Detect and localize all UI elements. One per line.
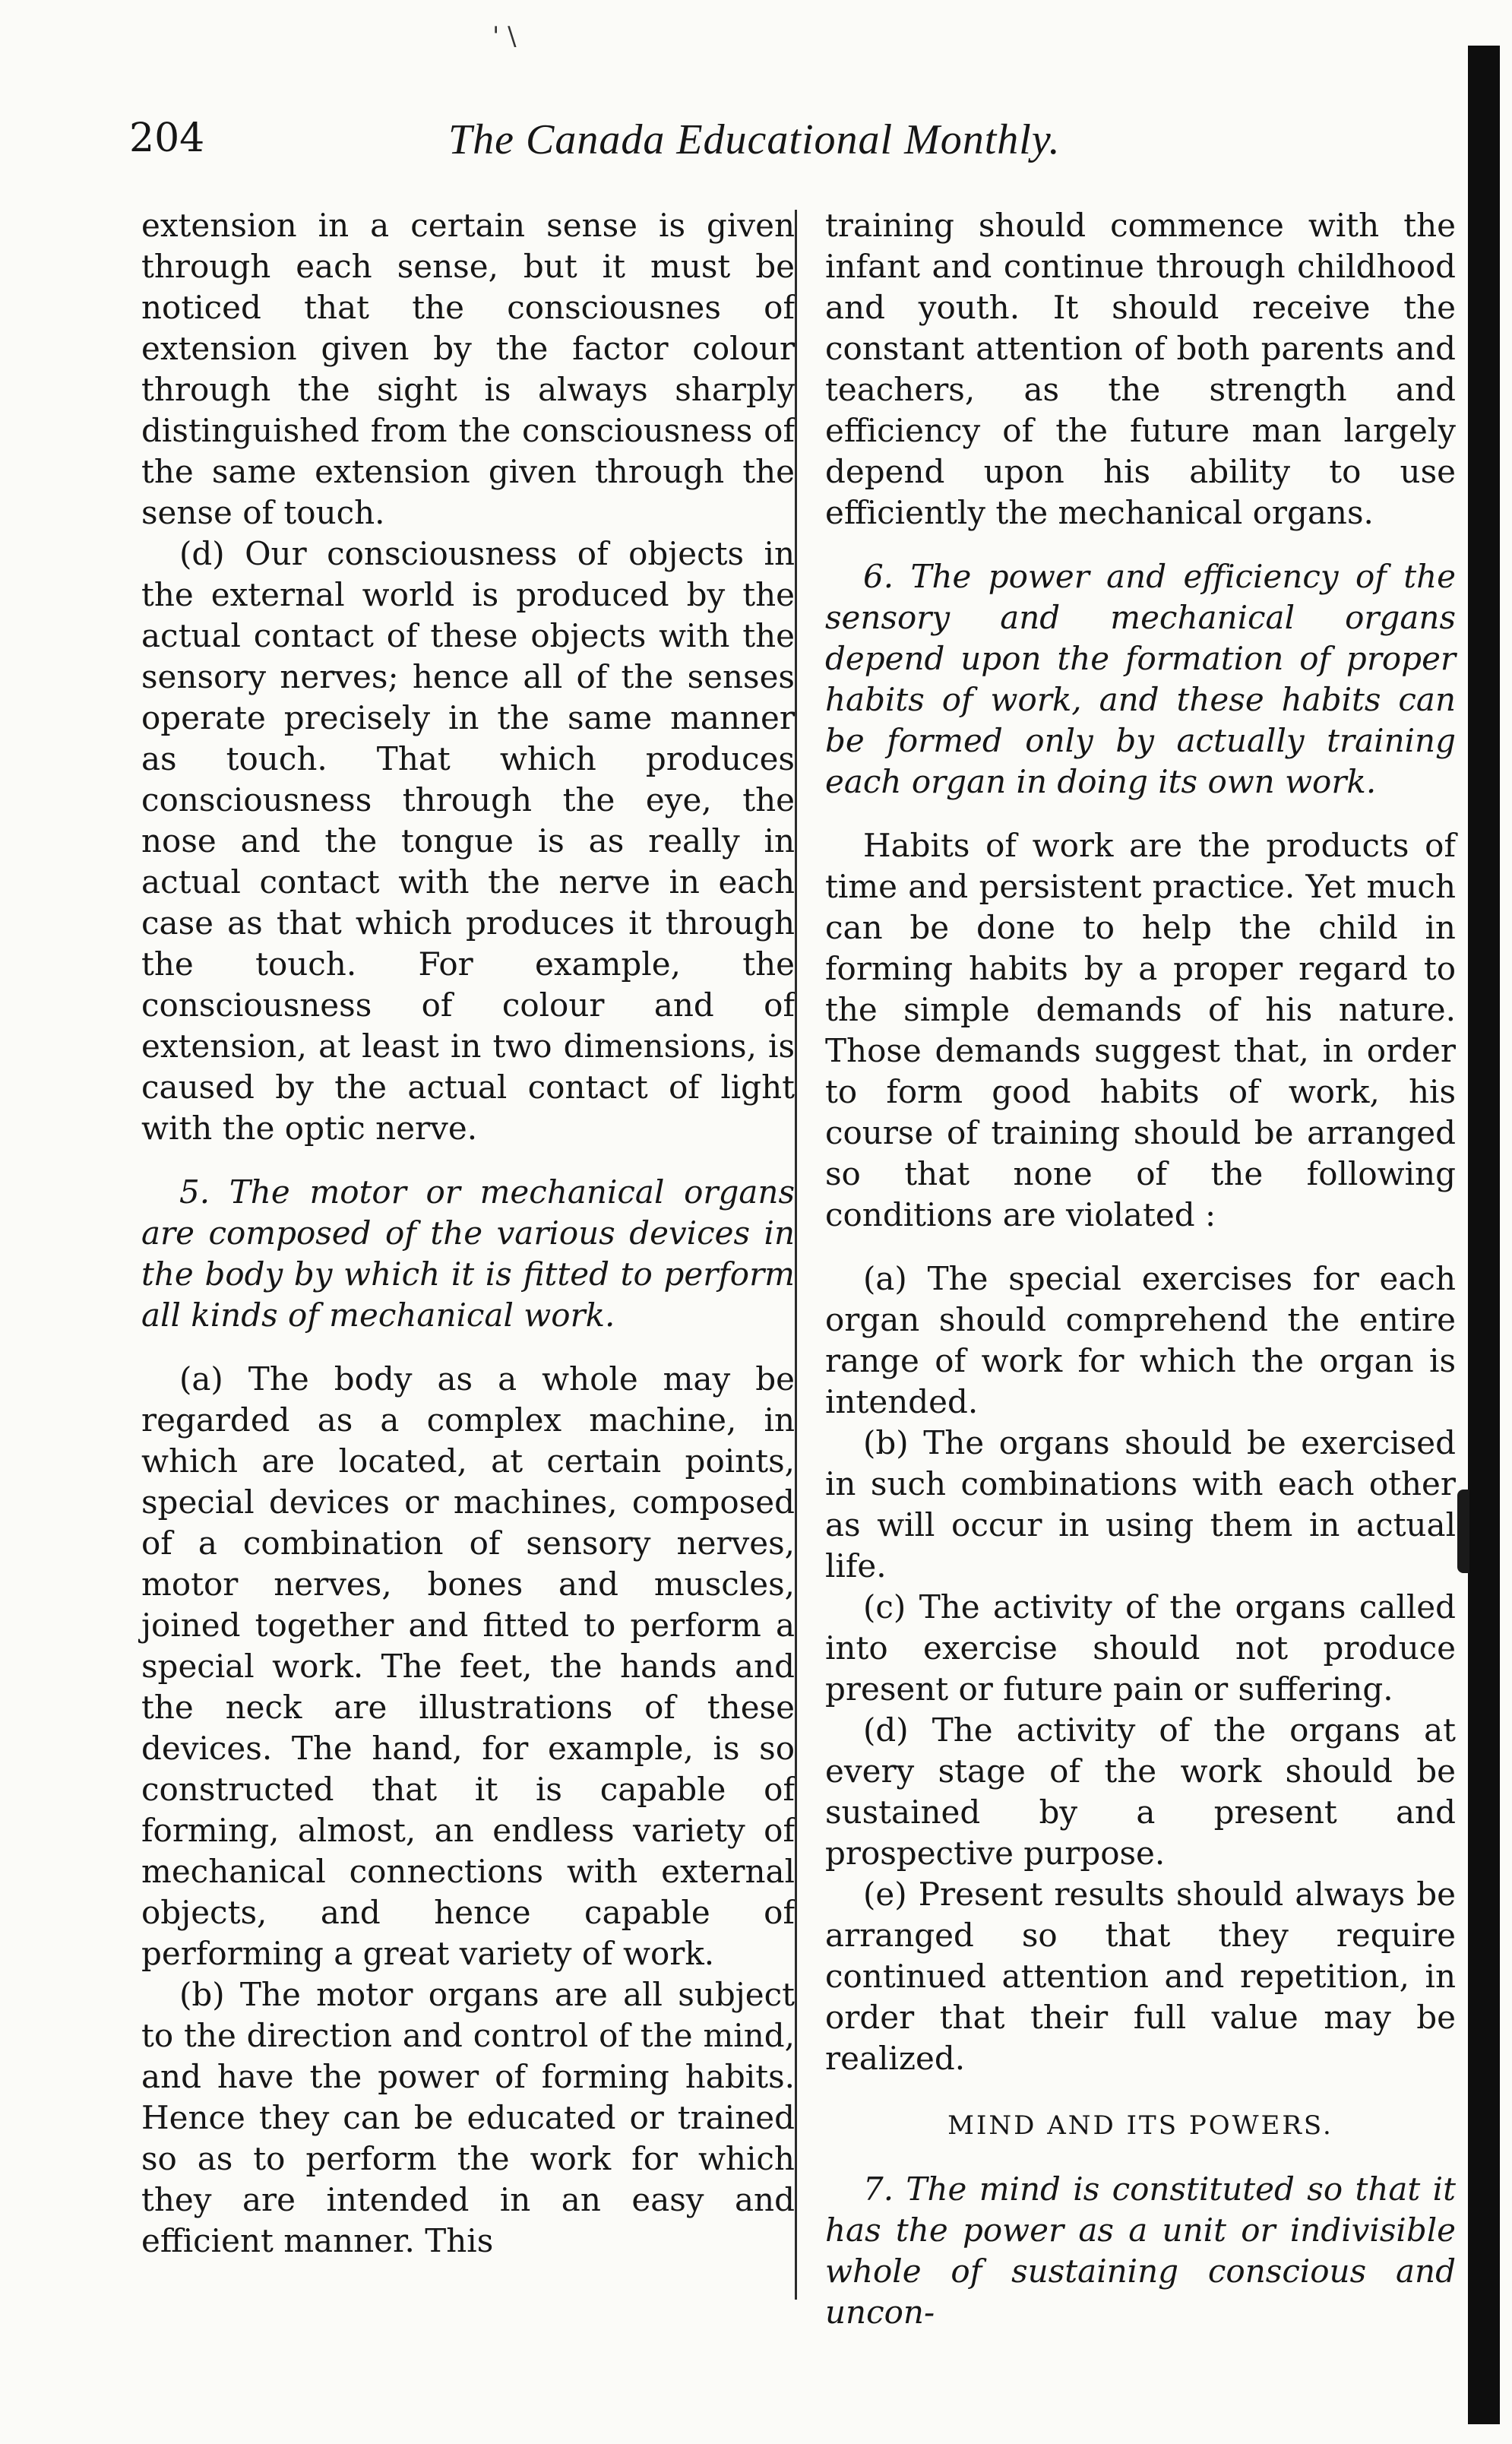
paragraph: Habits of work are the products of time and persistent practice. Yet much can be done to help the child in forming habits by a proper regard to the simple demands of his nature. Those demands suggest that, in order to form good habits of work, his course of training should be arranged so that none of the following conditions are violated :: [825, 827, 1456, 1233]
scan-binding-edge: [1468, 46, 1500, 2424]
section-5-heading: 5. The motor or mechanical organs are composed of the various devices in the body by which it is fitted to perform all kinds of mechanical work.: [141, 1173, 795, 1334]
list-item: (e) Present results should always be arranged so that they require continued attention and repetition, in order that their full value may be realized.: [825, 1876, 1456, 2077]
paragraph: training should commence with the infant and continue through childhood and youth. It should receive the constant attention of both parents and teachers, as the strength and efficiency of the future man largely depend upon his ability to use efficiently the mechanical organs.: [825, 207, 1456, 531]
list-item: (a) The special exercises for each organ should comprehend the entire range of work for which the organ is intended.: [825, 1260, 1456, 1420]
section-7-heading: 7. The mind is constituted so that it has the power as a unit or indivisible whole of sustaining conscious and uncon-: [825, 2170, 1456, 2331]
paragraph: (b) The motor organs are all subject to the direction and control of the mind, and have the power of forming habits. Hence they can be educated or trained so as to perform the work for which they are intended in an easy and efficient manner. This: [141, 1976, 795, 2259]
scan-edge-notch: [1457, 1490, 1469, 1573]
running-title: The Canada Educational Monthly.: [448, 116, 1061, 163]
left-column: [141, 205, 795, 2262]
scan-specks: ' \: [492, 21, 517, 52]
page-number: 204: [129, 116, 205, 161]
column-divider: [795, 210, 797, 2300]
list-item: (d) The activity of the organs at every stage of the work should be sustained by a present and prospective purpose.: [825, 1711, 1456, 1872]
section-6-heading: 6. The power and efficiency of the sensory and mechanical organs depend upon the formation of proper habits of work, and these habits can be formed only by actually training each organ in doing its own work.: [825, 558, 1456, 800]
list-item: (c) The activity of the organs called into exercise should not produce present or future pain or suffering.: [825, 1588, 1456, 1708]
page-header: [129, 116, 1436, 169]
section-heading: MIND AND ITS POWERS.: [947, 2110, 1333, 2141]
paragraph: (d) Our consciousness of objects in the external world is produced by the actual contact of these objects with the sensory nerves; hence all of the senses operate precisely in the same manner as touch. That which produces consciousness through the eye, the nose and the tongue is as really in actual contact with the nerve in each case as that which produces it through the touch. For example, the consciousness of colour and of extension, at least in two dimensions, is caused by the actual contact of light with the optic nerve.: [141, 535, 795, 1147]
paragraph: (a) The body as a whole may be regarded as a complex machine, in which are located, at certain points, special devices or machines, composed of a combination of sensory nerves, motor nerves, bones and muscles, joined together and fitted to perform a special work. The feet, the hands and the neck are illustrations of these devices. The hand, for example, is so constructed that it is capable of forming, almost, an endless variety of mechanical connections with external objects, and hence capable of performing a great variety of work.: [141, 1360, 795, 1972]
list-item: (b) The organs should be exercised in such combinations with each other as will occur in using them in actual life.: [825, 1424, 1456, 1584]
right-column: [825, 205, 1456, 2333]
paragraph: extension in a certain sense is given through each sense, but it must be noticed that the consciousnes of extension given by the factor colour through the sight is always sharply distinguished from the consciousness of the same extension given through the sense of touch.: [141, 207, 795, 531]
